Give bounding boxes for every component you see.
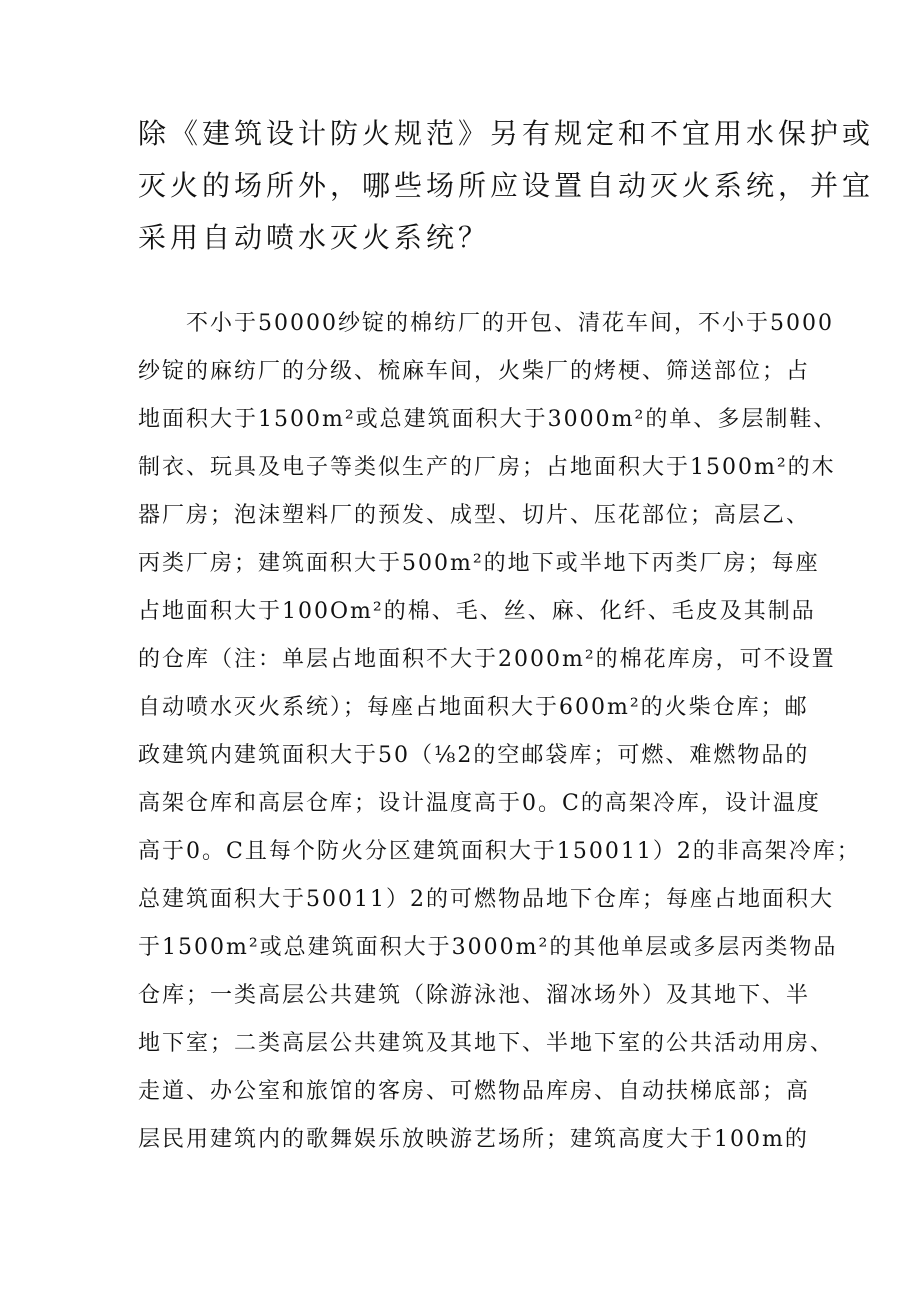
paragraph-line: 走道、办公室和旅馆的客房、可燃物品库房、自动扶梯底部；高 — [138, 1079, 811, 1104]
question-heading — [138, 108, 875, 264]
paragraph-line: 的仓库（注：单层占地面积不大于2000m²的棉花库房，可不设置 — [138, 647, 836, 672]
paragraph-line: 地面积大于1500m²或总建筑面积大于3000m²的单、多层制鞋、 — [138, 407, 838, 432]
paragraph-line: 丙类厂房；建筑面积大于500m²的地下或半地下丙类厂房；每座 — [138, 551, 820, 576]
paragraph-line: 地下室；二类高层公共建筑及其地下、半地下室的公共活动用房、 — [138, 1031, 835, 1056]
paragraph-line: 高于0。C且每个防火分区建筑面积大于150011）2的非高架冷库； — [138, 839, 861, 864]
paragraph-line: 不小于50000纱锭的棉纺厂的开包、清花车间，不小于5000 — [186, 311, 834, 336]
paragraph-line: 纱锭的麻纺厂的分级、梳麻车间，火柴厂的烤梗、筛送部位；占 — [138, 359, 811, 384]
paragraph-line: 层民用建筑内的歌舞娱乐放映游艺场所；建筑高度大于100m的 — [138, 1127, 809, 1152]
heading-line: 采用自动喷水灭火系统？ — [138, 221, 491, 254]
paragraph-line: 器厂房；泡沫塑料厂的预发、成型、切片、压花部位；高层乙、 — [138, 503, 811, 528]
paragraph-line: 政建筑内建筑面积大于50（⅛2的空邮袋库；可燃、难燃物品的 — [138, 743, 810, 768]
paragraph-line: 制衣、玩具及电子等类似生产的厂房；占地面积大于1500m²的木 — [138, 455, 836, 480]
paragraph-line: 总建筑面积大于50011）2的可燃物品地下仓库；每座占地面积大 — [138, 887, 834, 912]
paragraph-line: 自动喷水灭火系统）；每座占地面积大于600m²的火柴仓库；邮 — [138, 695, 809, 720]
paragraph-line: 于1500m²或总建筑面积大于3000m²的其他单层或多层丙类物品 — [138, 935, 838, 960]
heading-line: 灭火的场所外，哪些场所应设置自动灭火系统，并宜 — [138, 169, 875, 202]
paragraph-line: 高架仓库和高层仓库；设计温度高于0。C的高架冷库，设计温度 — [138, 791, 821, 816]
heading-line: 除《建筑设计防火规范》另有规定和不宜用水保护或 — [138, 117, 875, 150]
paragraph-line: 仓库；一类高层公共建筑（除游泳池、溜冰场外）及其地下、半 — [138, 983, 811, 1008]
paragraph-line: 占地面积大于100Om²的棉、毛、丝、麻、化纤、毛皮及其制品 — [138, 599, 816, 624]
answer-paragraph — [138, 300, 861, 1164]
